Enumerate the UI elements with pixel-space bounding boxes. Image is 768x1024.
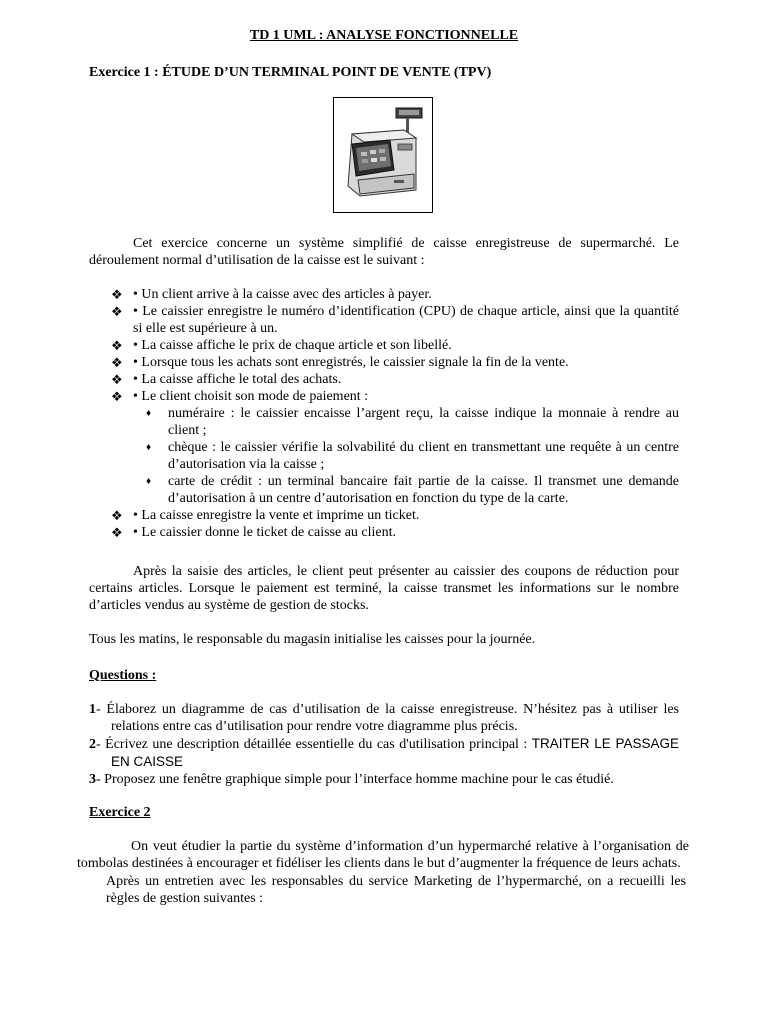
- document-title: TD 1 UML : ANALYSE FONCTIONNELLE: [249, 28, 519, 43]
- diamond-bullet-icon: ❖: [111, 338, 123, 353]
- list-item: ❖ • Le caissier enregistre le numéro d’identification (CPU) de chaque article, ainsi que la quantité si elle est supérieure à un.: [111, 304, 679, 336]
- question-item: 3- Proposez une fenêtre graphique simple pour l’interface homme machine pour le cas étudié.: [89, 772, 614, 787]
- list-item: ❖ • Le caissier donne le ticket de caisse au client.: [111, 525, 397, 540]
- payment-mode-item: ♦ carte de crédit : un terminal bancaire fait partie de la caisse. Il transmet une demande d’autorisation à un centre d’autorisation en fonction du type de la carte.: [146, 474, 679, 506]
- diamond-bullet-icon: ❖: [111, 355, 123, 370]
- diamond-bullet-icon: ❖: [111, 389, 123, 404]
- pos-terminal-illustration: [334, 98, 432, 212]
- small-diamond-icon: ♦: [146, 442, 152, 453]
- payment-mode-item: ♦ chèque : le caissier vérifie la solvabilité du client en transmettant une requête à un centre d’autorisation via la caisse ;: [146, 440, 679, 472]
- list-item: ❖ • Le client choisit son mode de paiement :: [111, 389, 369, 404]
- list-item: ❖ • La caisse affiche le prix de chaque article et son libellé.: [111, 338, 452, 353]
- pos-terminal-image: [333, 97, 433, 213]
- questions-heading: Questions :: [89, 668, 157, 683]
- intro-paragraph: Cet exercice concerne un système simplifié de caisse enregistreuse de supermarché. Le déroulement normal d’utilisation de la caisse est le suivant :: [89, 236, 679, 268]
- question-item: 2- Écrivez une description détaillée essentielle du cas d'utilisation principal : TRAITER LE PASSAGE EN CAISSE: [89, 736, 679, 769]
- small-diamond-icon: ♦: [146, 476, 152, 487]
- exercise1-title: Exercice 1 : ÉTUDE D’UN TERMINAL POINT DE VENTE (TPV): [89, 65, 492, 80]
- list-item: ❖ • La caisse enregistre la vente et imprime un ticket.: [111, 508, 420, 523]
- morning-paragraph: Tous les matins, le responsable du magasin initialise les caisses pour la journée.: [89, 632, 536, 647]
- process-list: [89, 286, 679, 541]
- exercise2-rules-paragraph: Après un entretien avec les responsables du service Marketing de l’hypermarché, on a recueilli les règles de gestion suivantes :: [106, 874, 686, 906]
- payment-mode-item: ♦ numéraire : le caissier encaisse l’argent reçu, la caisse indique la monnaie à rendre au client ;: [146, 406, 679, 438]
- diamond-bullet-icon: ❖: [111, 508, 123, 523]
- exercise2-title: Exercice 2: [89, 805, 151, 820]
- small-diamond-icon: ♦: [146, 408, 152, 419]
- diamond-bullet-icon: ❖: [111, 372, 123, 387]
- diamond-bullet-icon: ❖: [111, 525, 123, 540]
- list-item: ❖ • Lorsque tous les achats sont enregistrés, le caissier signale la fin de la vente.: [111, 355, 569, 370]
- question-item: 1- Élaborez un diagramme de cas d’utilisation de la caisse enregistreuse. N’hésitez pas à utiliser les relations entre cas d’utilisation pour rendre votre diagramme plus précis.: [89, 702, 679, 734]
- diamond-bullet-icon: ❖: [111, 304, 123, 319]
- list-item: ❖ • La caisse affiche le total des achats.: [111, 372, 342, 387]
- exercise2-intro-paragraph: On veut étudier la partie du système d’information d’un hypermarché relative à l’organisation de tombolas destinées à encourager et fidéliser les clients dans le but d’augmenter la fréquence de leurs achats.: [77, 839, 689, 871]
- list-item: ❖ • Un client arrive à la caisse avec des articles à payer.: [111, 287, 432, 302]
- diamond-bullet-icon: ❖: [111, 287, 123, 302]
- questions-list: [89, 701, 679, 788]
- coupons-paragraph: Après la saisie des articles, le client peut présenter au caissier des coupons de réduction pour certains articles. Lorsque le paiement est terminé, la caisse transmet les informations sur le nombre d’articles vendus au système de gestion de stocks.: [89, 564, 679, 613]
